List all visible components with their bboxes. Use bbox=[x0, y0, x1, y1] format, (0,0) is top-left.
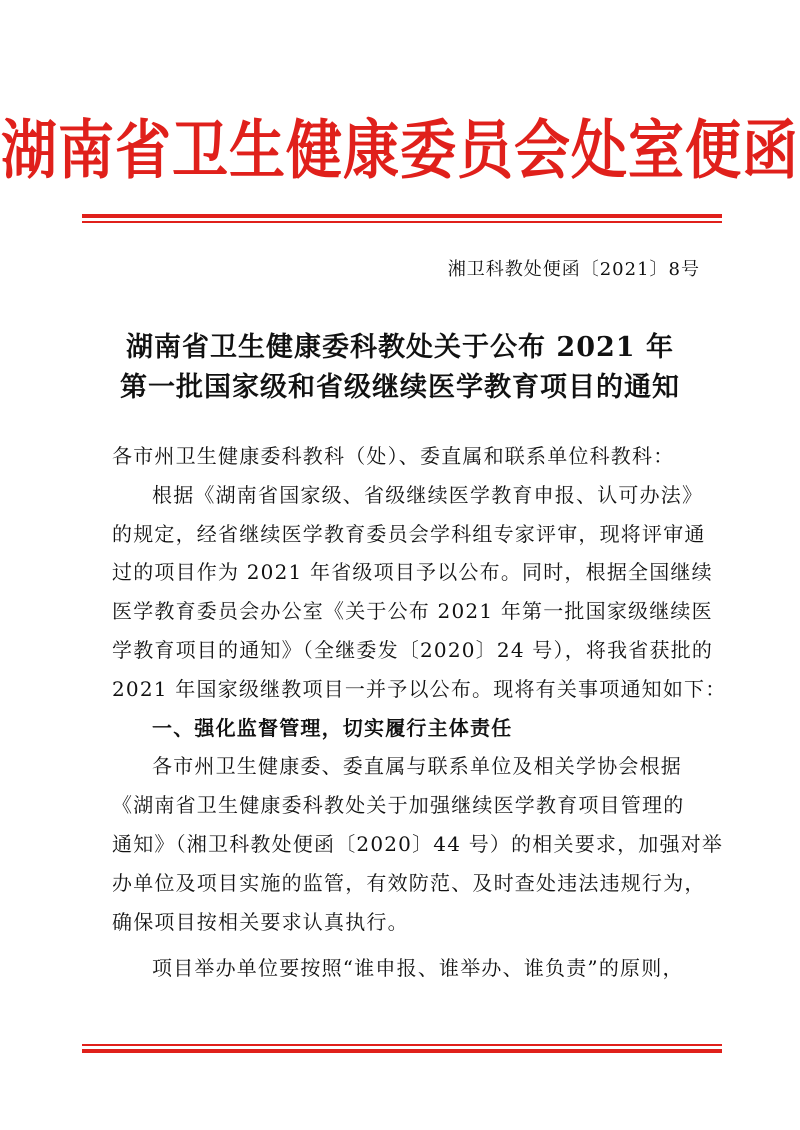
footer-rule-thin bbox=[82, 1044, 722, 1046]
paragraph-line: 通知》（湘卫科教处便函〔2020〕44 号）的相关要求，加强对举 bbox=[112, 831, 724, 856]
notice-title-line-2: 第一批国家级和省级继续医学教育项目的通知 bbox=[120, 372, 680, 403]
notice-body bbox=[112, 437, 727, 988]
notice-title-line-1: 湖南省卫生健康委科教处关于公布 2021 年 bbox=[126, 332, 674, 363]
paragraph-line: 根据《湖南省国家级、省级继续医学教育申报、认可办法》 bbox=[152, 482, 704, 507]
paragraph-line: 《湖南省卫生健康委科教处关于加强继续医学教育项目管理的 bbox=[112, 793, 685, 818]
paragraph-line: 学教育项目的通知》（全继委发〔2020〕24 号），将我省获批的 bbox=[112, 637, 714, 662]
paragraph-line: 的规定，经省继续医学教育委员会学科组专家评审，现将评审通 bbox=[112, 521, 706, 546]
document-number: 湘卫科教处便函〔2021〕8号 bbox=[447, 259, 700, 280]
paragraph-line: 过的项目作为 2021 年省级项目予以公布。同时，根据全国继续 bbox=[112, 560, 713, 585]
letterhead-rule-thin bbox=[82, 221, 722, 223]
paragraph-line: 项目举办单位要按照“谁申报、谁举办、谁负责”的原则， bbox=[152, 956, 684, 981]
paragraph-line: 确保项目按相关要求认真执行。 bbox=[112, 909, 409, 934]
letterhead-rule-thick bbox=[82, 214, 722, 218]
footer-rule-thick bbox=[82, 1049, 722, 1053]
paragraph-line: 2021 年国家级继教项目一并予以公布。现将有关事项通知如下： bbox=[112, 676, 727, 701]
paragraph-line: 医学教育委员会办公室《关于公布 2021 年第一批国家级继续医 bbox=[112, 599, 713, 624]
paragraph-line: 办单位及项目实施的监管，有效防范、及时查处违法违规行为， bbox=[112, 870, 706, 895]
paragraph-line: 各市州卫生健康委、委直属与联系单位及相关学协会根据 bbox=[152, 754, 682, 779]
section-heading: 一、强化监督管理，切实履行主体责任 bbox=[152, 715, 513, 740]
salutation-line: 各市州卫生健康委科教科（处）、委直属和联系单位科教科： bbox=[112, 444, 675, 468]
letterhead-title: 湖南省卫生健康委员会处室便函 bbox=[1, 114, 799, 189]
